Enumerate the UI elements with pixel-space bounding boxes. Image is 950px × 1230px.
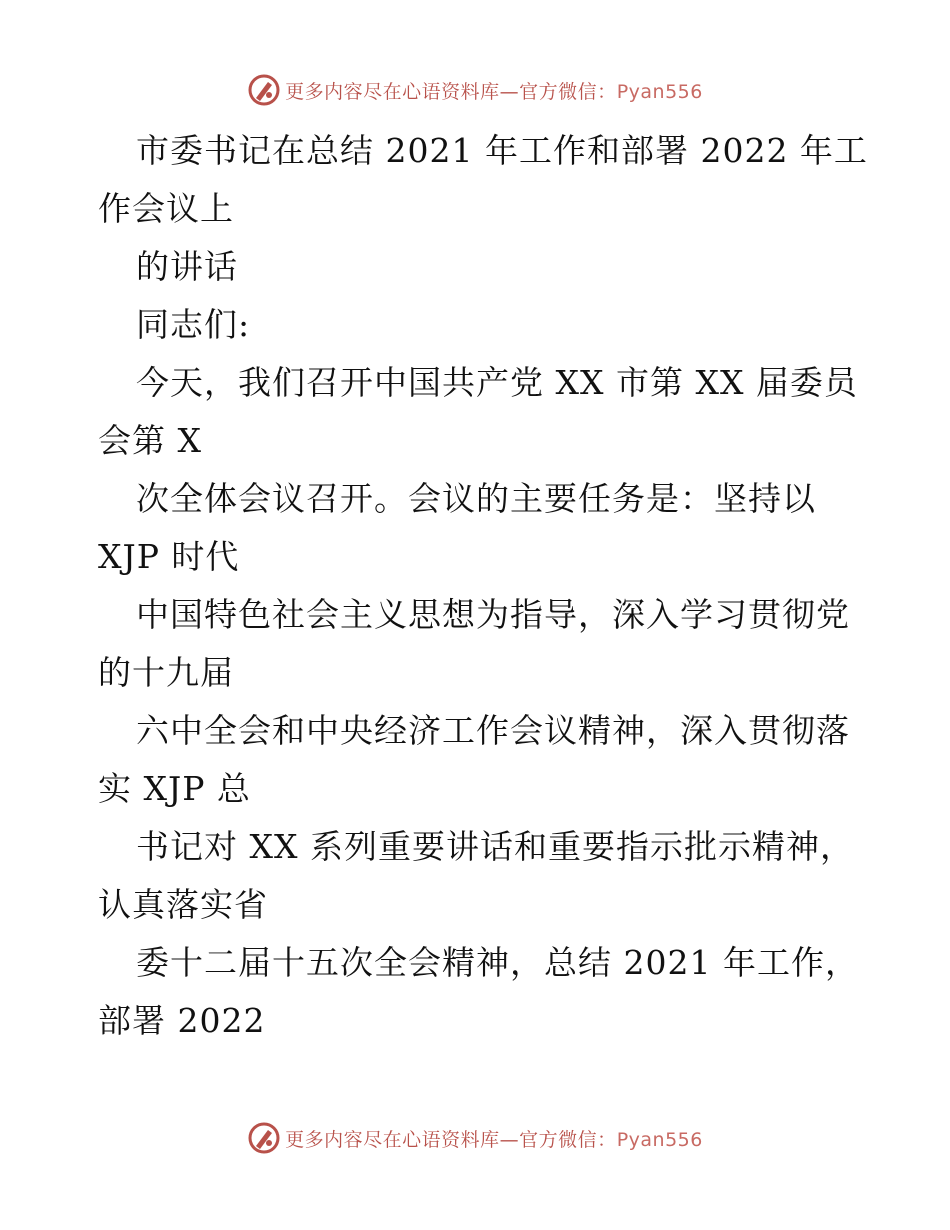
text-line: 作会议上 (98, 189, 234, 228)
text-line: 的十九届 (98, 653, 234, 692)
text-line: 认真落实省 (98, 885, 268, 924)
text-line: XJP 时代 (98, 537, 240, 576)
text-line: 部署 2022 (98, 1001, 266, 1040)
text-line: 的讲话 (136, 247, 238, 286)
pen-logo-icon (247, 1121, 281, 1155)
watermark-header (0, 70, 950, 110)
text-line: 今天，我们召开中国共产党 XX 市第 XX 届委员 (136, 363, 858, 402)
text-line: 实 XJP 总 (98, 769, 251, 808)
text-line: 书记对 XX 系列重要讲话和重要指示批示精神， (136, 827, 854, 866)
text-line: 委十二届十五次全会精神，总结 2021 年工作， (136, 943, 859, 982)
text-line: 同志们: (136, 305, 251, 344)
text-line: 中国特色社会主义思想为指导，深入学习贯彻党 (136, 595, 850, 634)
text-line: 会第 X (98, 421, 202, 460)
document-body (98, 122, 868, 1050)
text-line: 六中全会和中央经济工作会议精神，深入贯彻落 (136, 711, 850, 750)
watermark-footer (0, 1118, 950, 1158)
watermark-text: 更多内容尽在心语资料库—官方微信：Pyan556 (285, 1128, 703, 1151)
watermark-text: 更多内容尽在心语资料库—官方微信：Pyan556 (285, 80, 703, 103)
text-line: 市委书记在总结 2021 年工作和部署 2022 年工 (136, 131, 868, 170)
text-line: 次全体会议召开。会议的主要任务是：坚持以 (136, 479, 816, 518)
pen-logo-icon (247, 73, 281, 107)
